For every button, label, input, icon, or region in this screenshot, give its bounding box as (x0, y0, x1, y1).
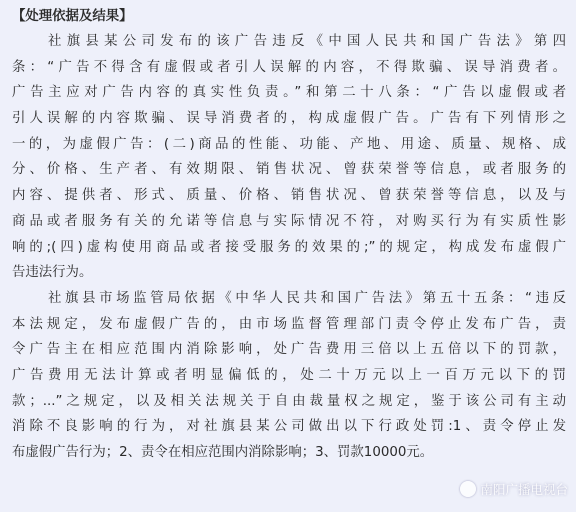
section-heading: 【处理依据及结果】 (12, 9, 133, 24)
watermark (460, 480, 568, 498)
paragraph-line: 广告主应对广告内容的真实性负责。”和第二十八条：“广告以虚假或者 (12, 85, 566, 101)
paragraph-line: 内容、提供者、形式、质量、价格、销售状况、曾获荣誉等信息，以及与 (12, 188, 566, 204)
paragraph-line: 告违法行为。 (12, 265, 93, 281)
paragraph-violation (12, 29, 566, 286)
paragraph-line: 本法规定，发布虚假广告的，由市场监督管理部门责令停止发布广告，责 (12, 316, 566, 332)
paragraph-line: 令广告主在相应范围内消除影响，处广告费用三倍以上五倍以下的罚款， (12, 342, 566, 358)
paragraph-line: 布虚假广告行为；2、责令在相应范围内消除影响；3、罚款10000元。 (12, 445, 434, 460)
paragraph-line: 条：“广告不得含有虚假或者引人误解的内容，不得欺骗、误导消费者。 (12, 59, 566, 75)
paragraph-line: 响的;(四)虚构使用商品或者接受服务的效果的;”的规定，构成发布虚假广 (12, 239, 566, 255)
paragraph-line: 社旗县某公司发布的该广告违反《中国人民共和国广告法》第四 (48, 34, 566, 49)
paragraph-line: 广告费用无法计算或者明显偏低的，处二十万元以上一百万元以下的罚 (12, 367, 566, 383)
station-logo-icon (460, 481, 476, 497)
paragraph-penalty (12, 286, 566, 466)
paragraph-line: 消除不良影响的行为，对社旗县某公司做出以下行政处罚:1、责令停止发 (12, 419, 566, 435)
paragraph-line: 引人误解的内容欺骗、误导消费者的，构成虚假广告。广告有下列情形之 (12, 111, 566, 127)
paragraph-line: 商品或者服务有关的允诺等信息与实际情况不符，对购买行为有实质性影 (12, 213, 566, 229)
paragraph-line: 款；...”之规定，以及相关法规关于自由裁量权之规定，鉴于该公司有主动 (12, 393, 566, 409)
paragraph-line: 一的，为虚假广告：(二)商品的性能、功能、产地、用途、质量、规格、成 (12, 136, 566, 152)
paragraph-line: 分、价格、生产者、有效期限、销售状况、曾获荣誉等信息，或者服务的 (12, 162, 566, 178)
paragraph-line: 社旗县市场监管局依据《中华人民共和国广告法》第五十五条：“违反 (48, 290, 566, 306)
watermark-text: 南阳广播电视台 (480, 482, 568, 497)
